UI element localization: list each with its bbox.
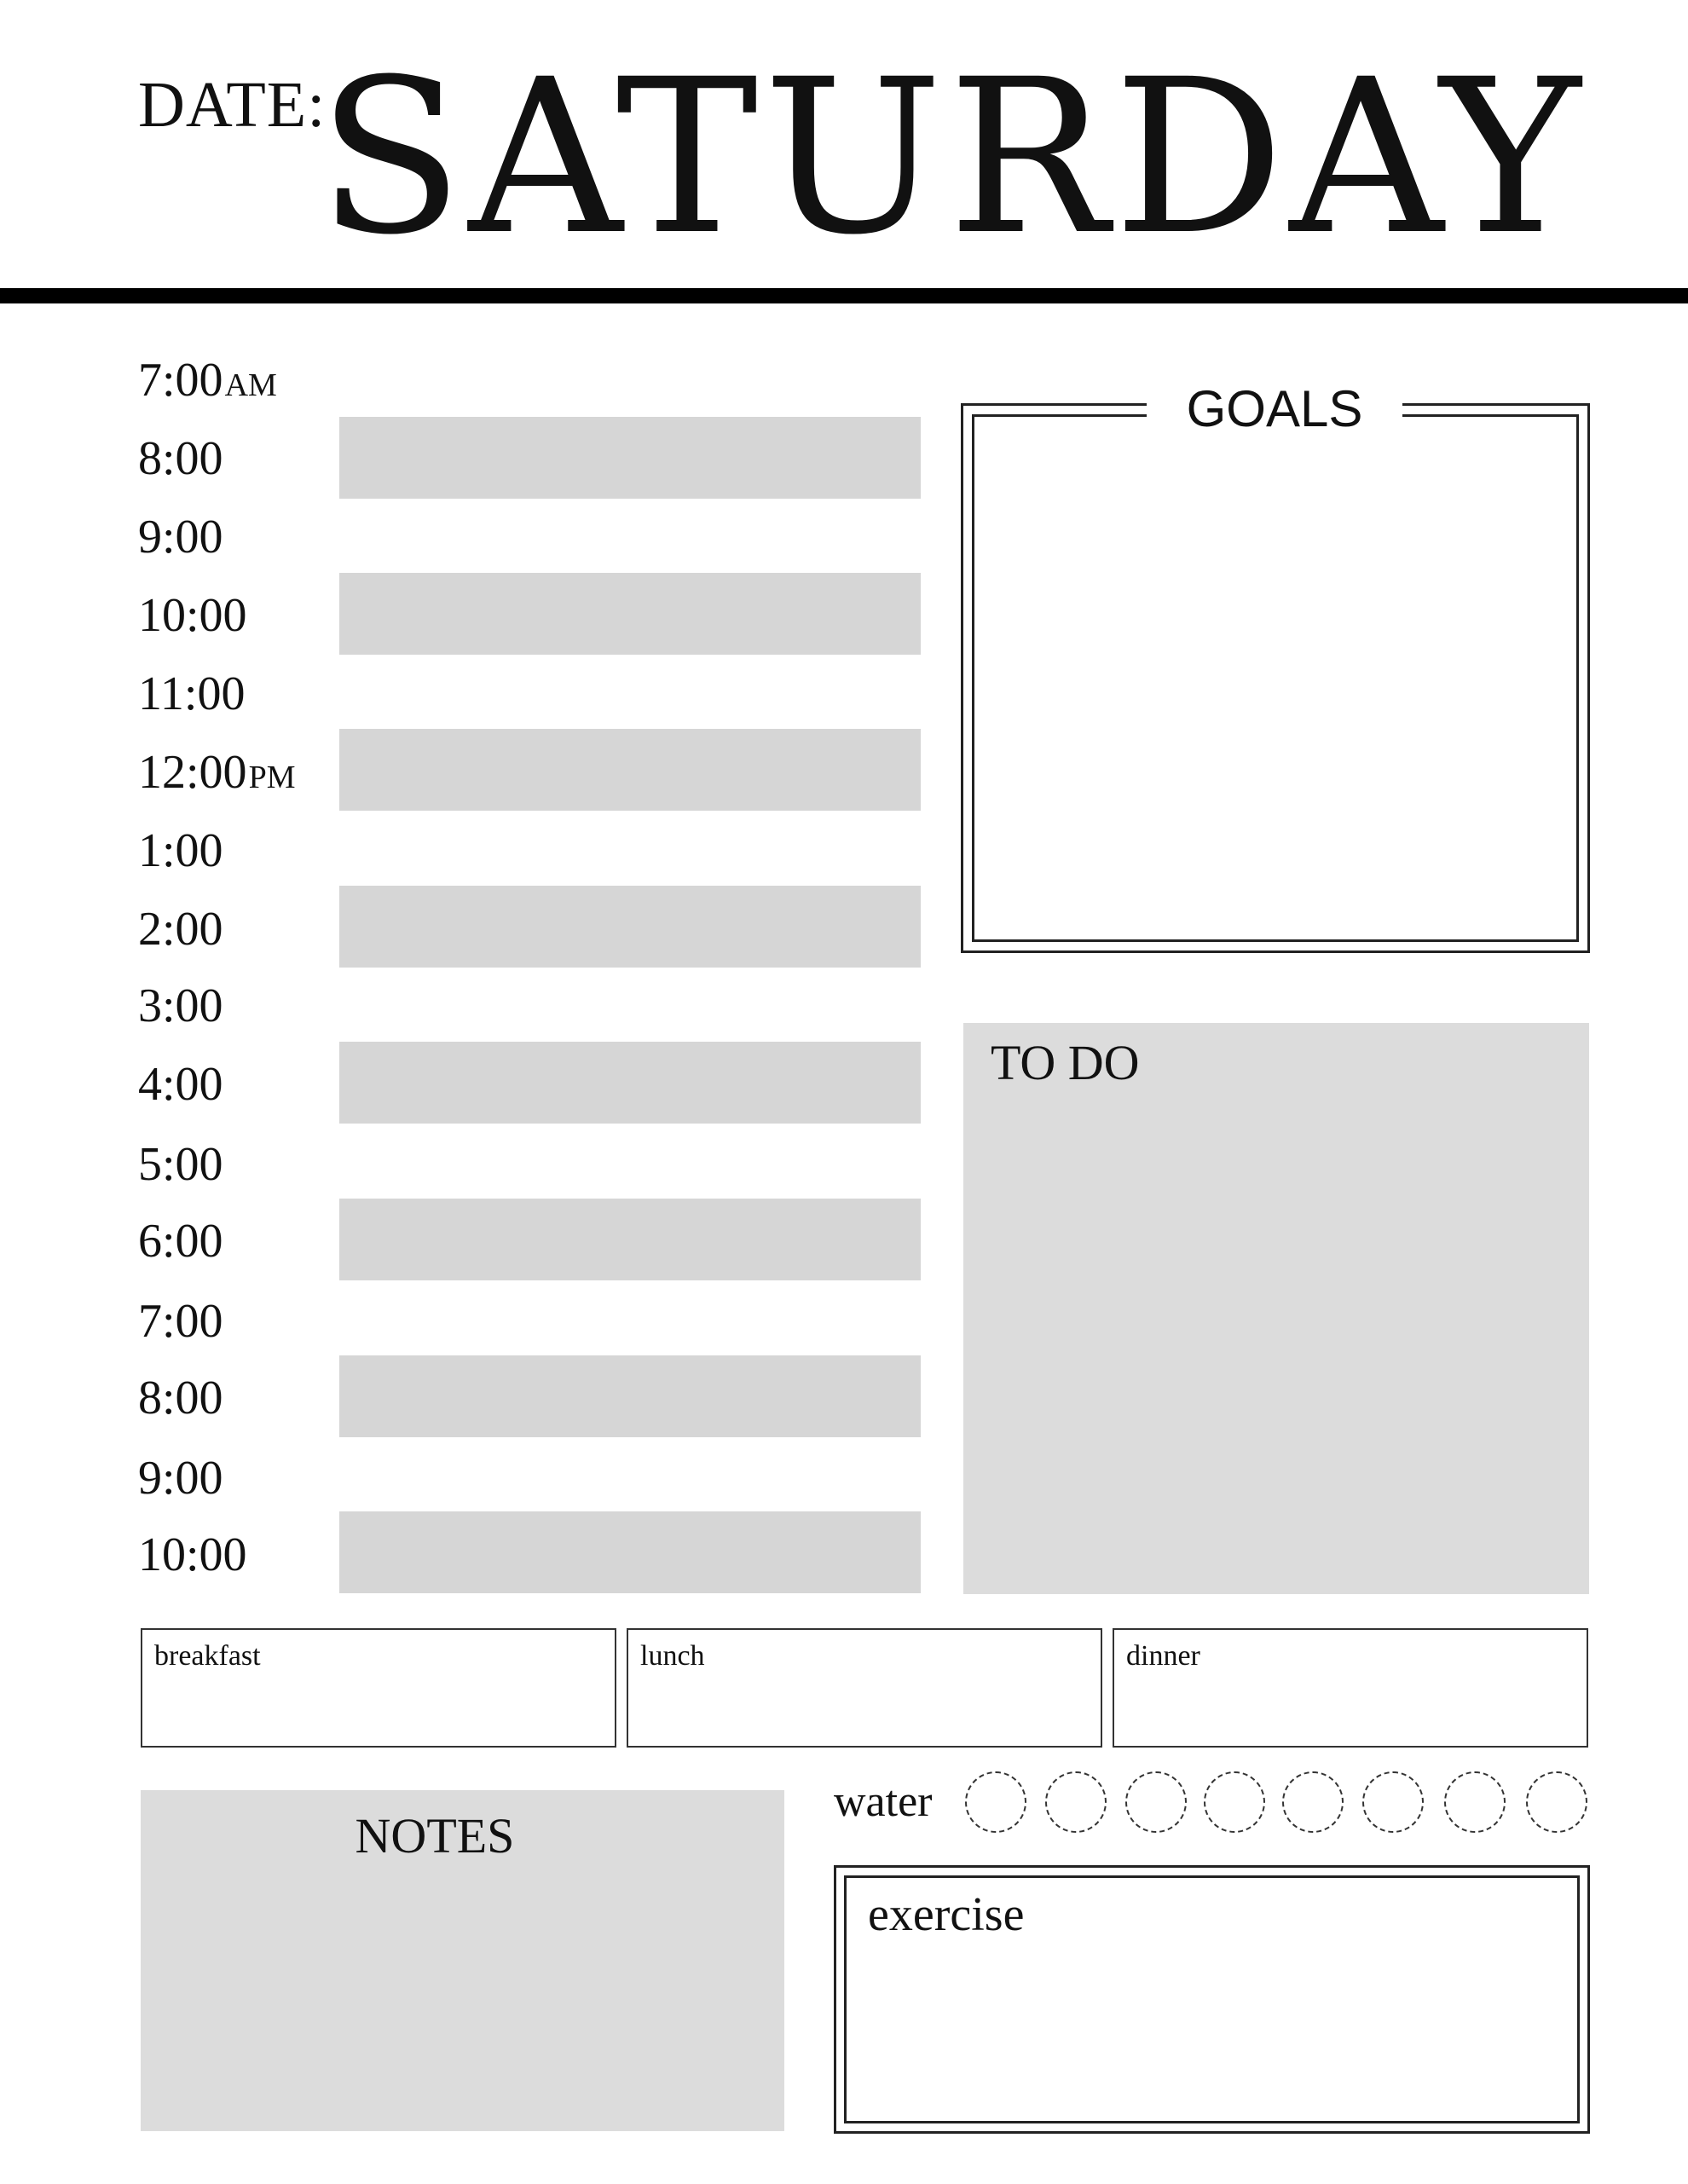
time-slot-label: 6:00	[138, 1215, 223, 1268]
schedule-entry-area[interactable]	[339, 1511, 921, 1593]
schedule-entry-area[interactable]	[339, 729, 921, 811]
todo-box[interactable]	[963, 1023, 1589, 1594]
water-glass-checkbox[interactable]	[965, 1771, 1026, 1833]
time-slot-label: 11:00	[138, 667, 246, 720]
hourly-schedule	[0, 0, 946, 1603]
meal-box-lunch[interactable]	[627, 1628, 1102, 1748]
time-slot-label: 4:00	[138, 1058, 223, 1111]
water-glass-checkbox[interactable]	[1362, 1771, 1424, 1833]
meal-box-dinner[interactable]	[1113, 1628, 1588, 1748]
meal-box-breakfast[interactable]	[141, 1628, 616, 1748]
schedule-entry-area[interactable]	[339, 1042, 921, 1124]
schedule-entry-area[interactable]	[339, 1199, 921, 1280]
schedule-entry-area[interactable]	[339, 886, 921, 968]
time-slot-label: 7:00AM	[138, 354, 277, 407]
water-glass-checkbox[interactable]	[1444, 1771, 1506, 1833]
time-slot-label: 2:00	[138, 903, 223, 956]
time-slot-label: 9:00	[138, 1452, 223, 1505]
time-slot-label: 10:00	[138, 589, 247, 642]
water-glass-checkbox[interactable]	[1045, 1771, 1107, 1833]
schedule-entry-area[interactable]	[339, 573, 921, 655]
date-label: DATE:	[138, 69, 327, 141]
meal-label: breakfast	[154, 1640, 261, 1672]
time-slot-label: 7:00	[138, 1295, 223, 1348]
water-glass-checkbox[interactable]	[1125, 1771, 1187, 1833]
goals-title: GOALS	[1147, 379, 1402, 439]
water-glass-checkbox[interactable]	[1204, 1771, 1265, 1833]
schedule-entry-area[interactable]	[339, 1355, 921, 1437]
time-slot-label: 8:00	[138, 1372, 223, 1424]
page-title: SATURDAY	[317, 33, 1586, 281]
time-slot-label: 8:00	[138, 432, 223, 485]
time-slot-label: 5:00	[138, 1138, 223, 1191]
todo-title: TO DO	[991, 1035, 1140, 1090]
water-glass-checkbox[interactable]	[1526, 1771, 1587, 1833]
goals-box-inner-border	[972, 414, 1579, 942]
meal-label: dinner	[1126, 1640, 1200, 1672]
time-slot-label: 12:00PM	[138, 746, 296, 799]
water-label: water	[834, 1777, 933, 1826]
time-slot-label: 3:00	[138, 979, 223, 1032]
schedule-entry-area[interactable]	[339, 417, 921, 499]
notes-title: NOTES	[355, 1808, 515, 1863]
meal-label: lunch	[640, 1640, 705, 1672]
water-glass-checkbox[interactable]	[1282, 1771, 1344, 1833]
time-slot-label: 9:00	[138, 511, 223, 563]
time-slot-label: 10:00	[138, 1528, 247, 1581]
exercise-title: exercise	[868, 1888, 1025, 1941]
time-slot-label: 1:00	[138, 824, 223, 877]
